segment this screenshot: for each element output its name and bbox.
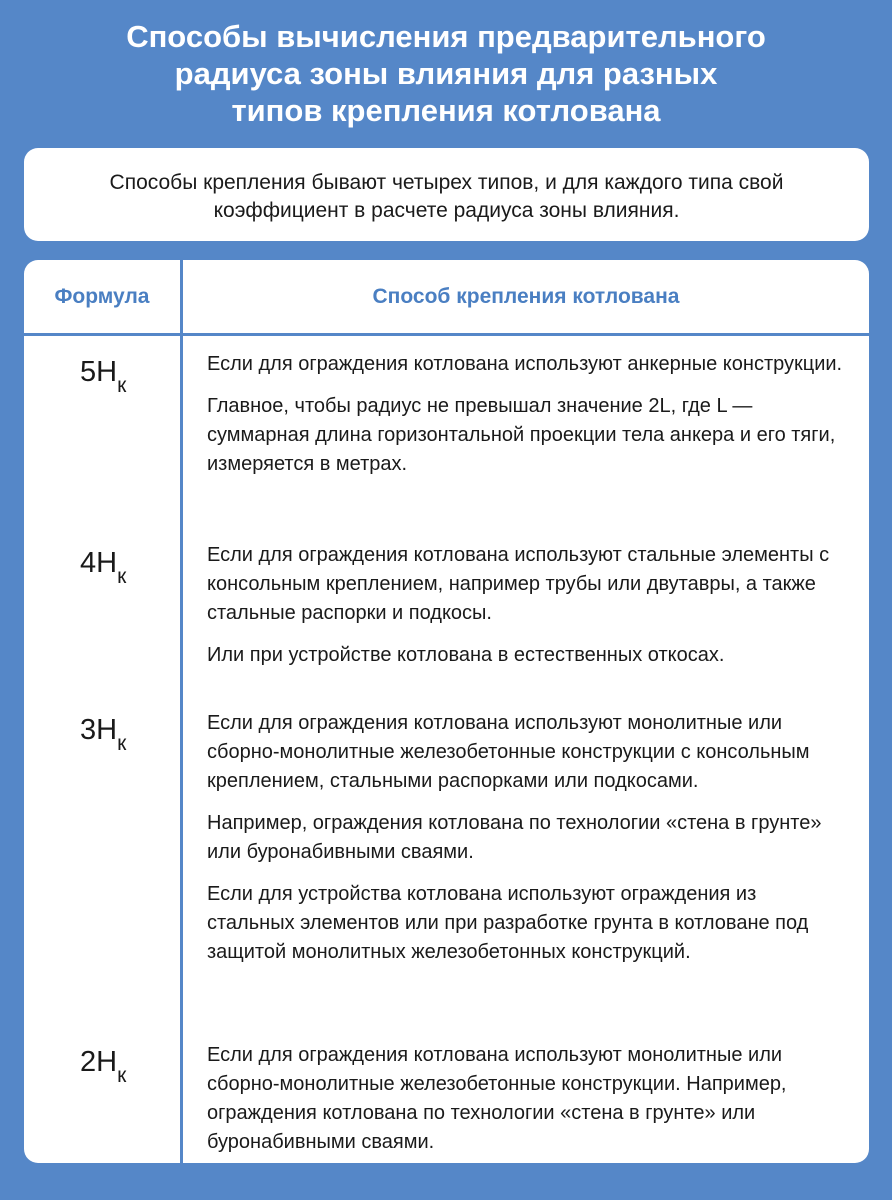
- formula-5hk: [80, 356, 127, 397]
- intro-line-1: Способы крепления бывают четырех типов, и для каждого типа свой: [109, 171, 784, 194]
- formula-subscript: к: [117, 732, 127, 755]
- formula-4hk: [80, 547, 127, 588]
- header-divider: [24, 333, 869, 336]
- title-line-3: типов крепления котлована: [231, 93, 661, 128]
- formula-2hk: [80, 1046, 127, 1087]
- description-paragraph: Главное, чтобы радиус не превышал значение 2L, где L — суммарная длина горизонтальной проекции тела анкера и его тяги, измеряется в метрах.: [207, 395, 836, 475]
- formula-base: 3H: [80, 714, 118, 746]
- description-paragraph: Если для ограждения котлована используют монолитные или сборно-монолитные железобетонные конструкции. Например, ограждения котлована по технологии «стена в грунте» или буронабивными сваями.: [207, 1044, 787, 1153]
- title-line-1: Способы вычисления предварительного: [126, 19, 766, 54]
- row-description: [207, 541, 847, 670]
- row-description: [207, 1041, 847, 1157]
- formula-base: 4H: [80, 547, 118, 579]
- formula-3hk: [80, 714, 127, 755]
- header-method: Способ крепления котлована: [372, 285, 680, 308]
- description-paragraph: Или при устройстве котлована в естественных откосах.: [207, 644, 725, 666]
- description-paragraph: Если для ограждения котлована используют монолитные или сборно-монолитные железобетонные конструкции с консольным креплением, стальными распорками или подкосами.: [207, 712, 810, 792]
- formula-subscript: к: [117, 565, 127, 588]
- title-line-2: радиуса зоны влияния для разных: [174, 56, 718, 91]
- intro-line-2: коэффициент в расчете радиуса зоны влияния.: [213, 199, 680, 222]
- row-description: [207, 350, 847, 479]
- formula-base: 5H: [80, 356, 118, 388]
- formula-base: 2H: [80, 1046, 118, 1078]
- description-paragraph: Если для устройства котлована используют ограждения из стальных элементов или при разработке грунта в котловане под защитой монолитных железобетонных конструкций.: [207, 883, 809, 963]
- column-divider: [180, 260, 183, 1163]
- description-paragraph: Например, ограждения котлована по технологии «стена в грунте» или буронабивными сваями.: [207, 812, 822, 863]
- method-table: [24, 260, 869, 1163]
- description-paragraph: Если для ограждения котлована используют анкерные конструкции.: [207, 353, 843, 375]
- intro-card: [24, 148, 869, 241]
- page-title: [0, 18, 892, 129]
- formula-subscript: к: [117, 1064, 127, 1087]
- formula-subscript: к: [117, 374, 127, 397]
- row-description: [207, 709, 847, 967]
- description-paragraph: Если для ограждения котлована используют стальные элементы с консольным креплением, например трубы или двутавры, а также стальные распорки и подкосы.: [207, 544, 830, 624]
- header-formula: Формула: [54, 285, 150, 308]
